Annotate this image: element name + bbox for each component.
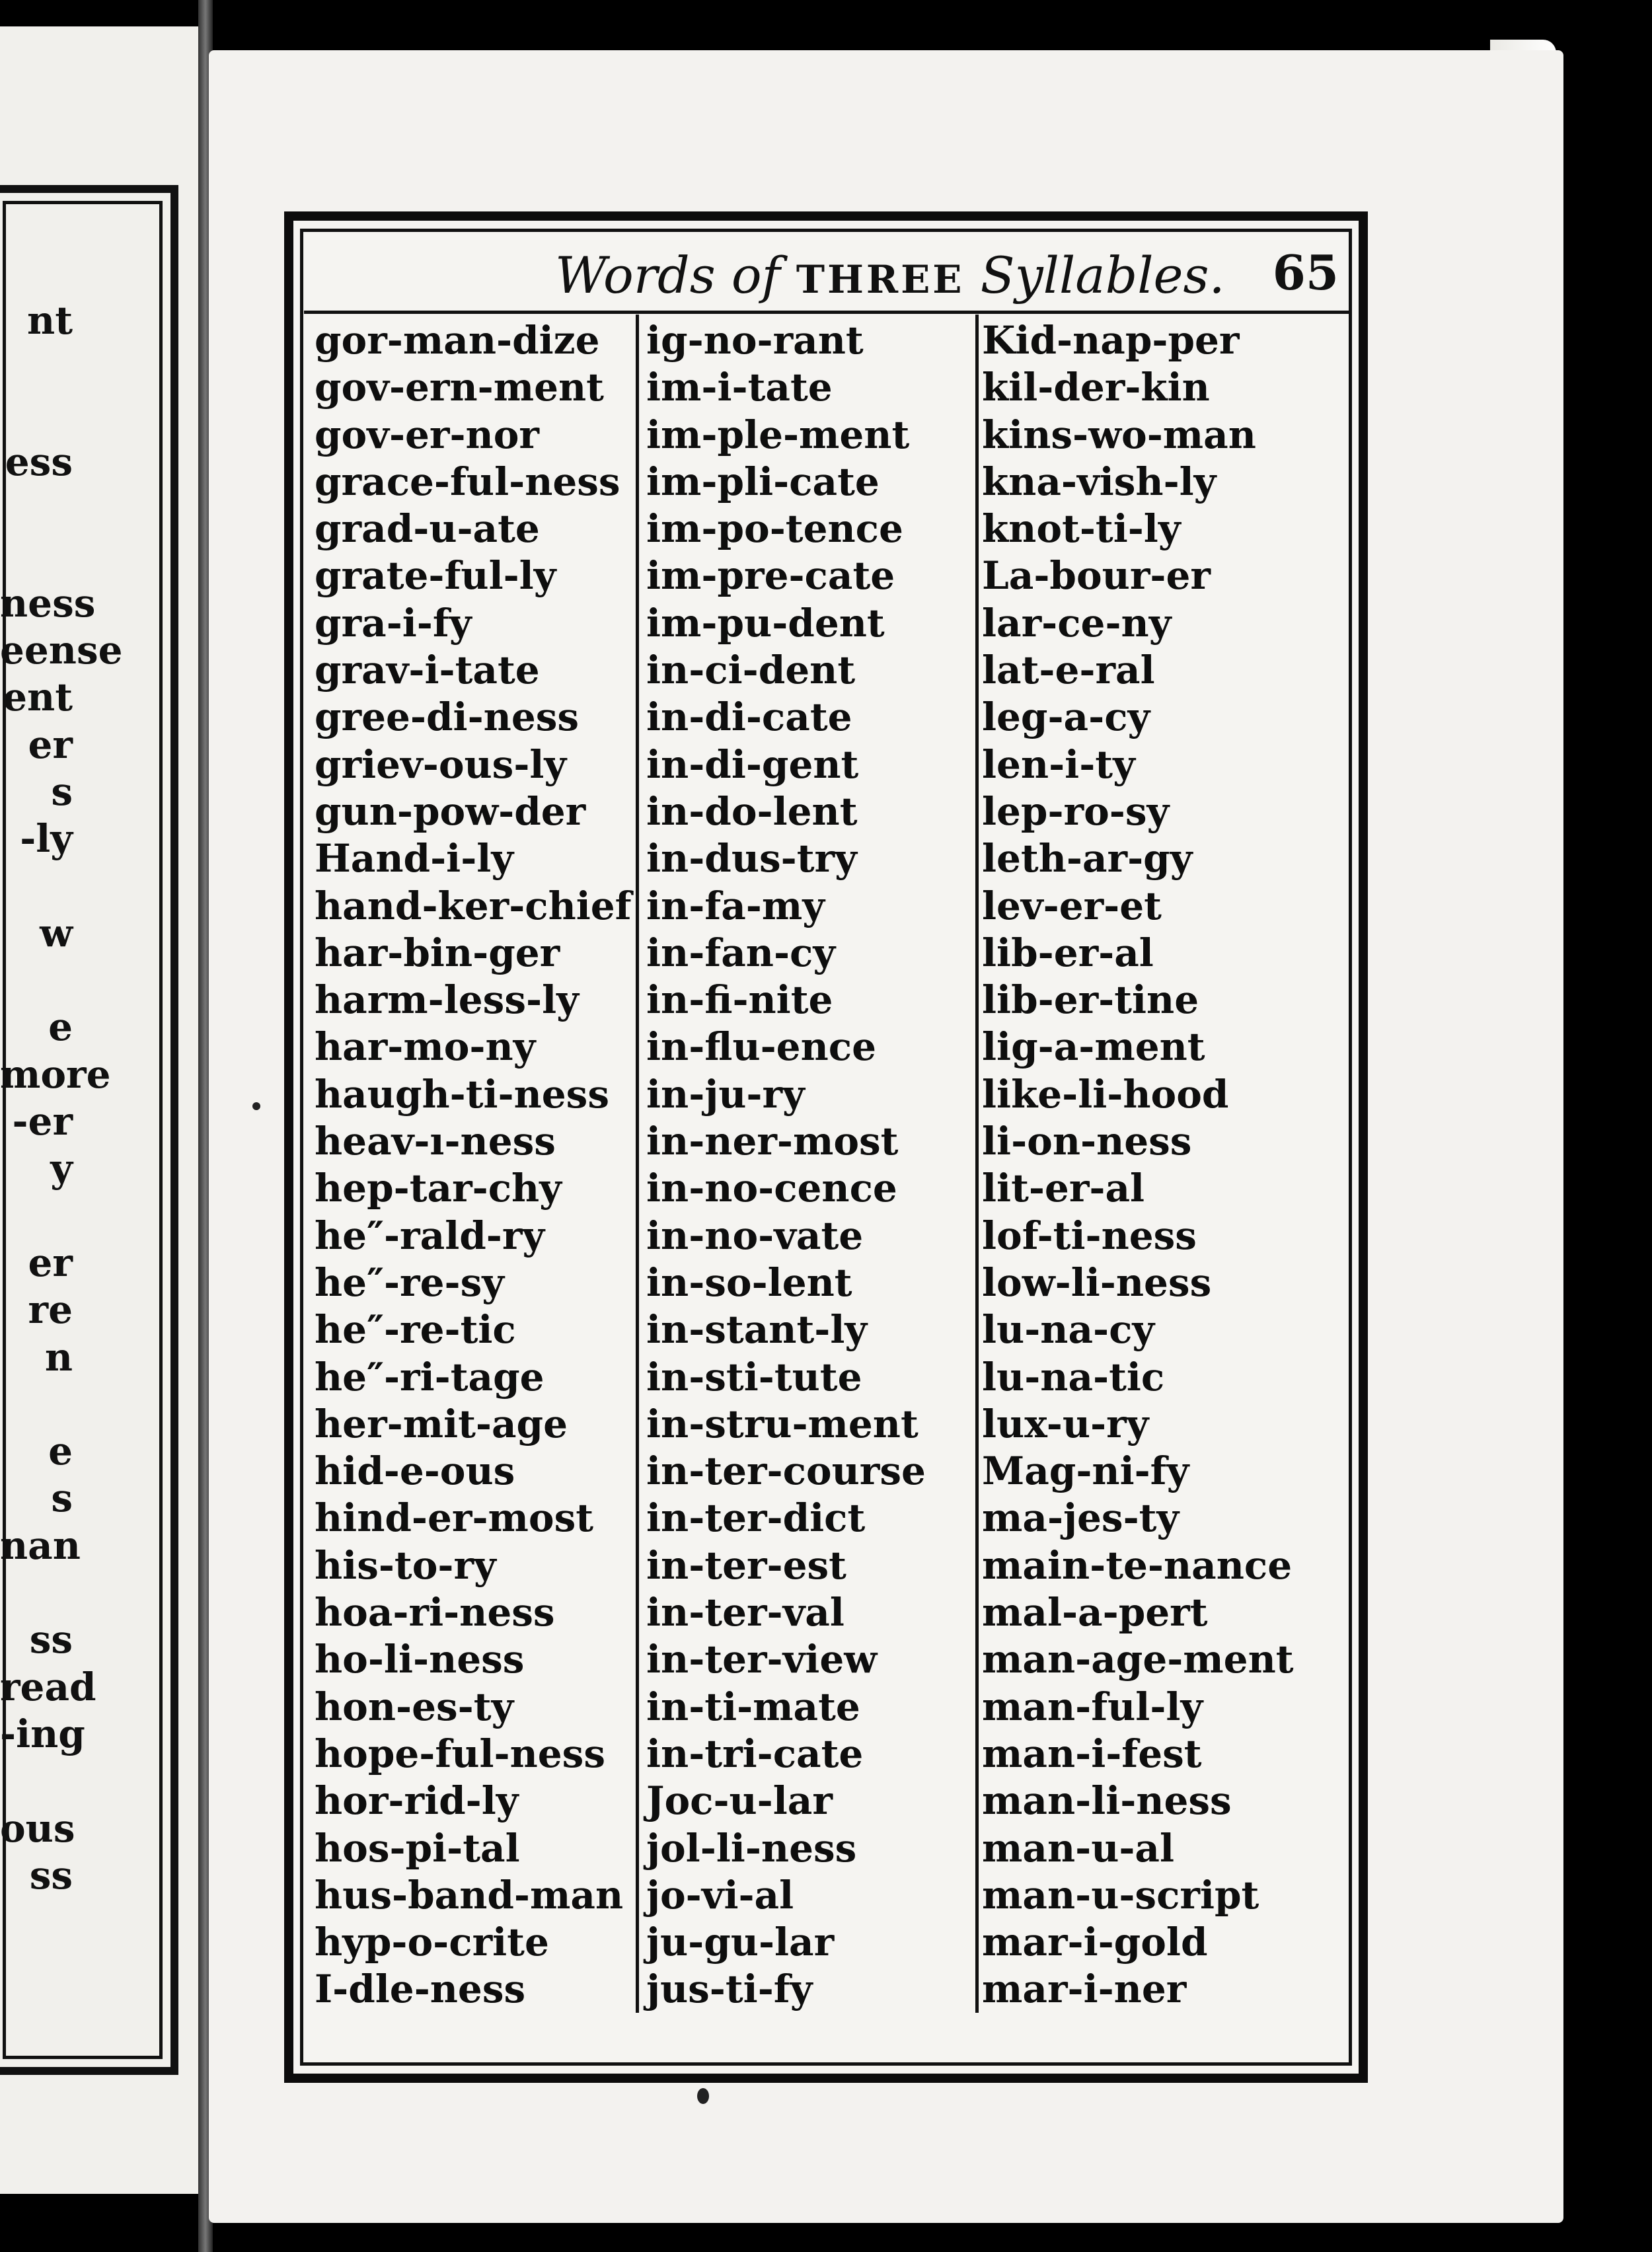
word-entry: his-to-ry bbox=[315, 1542, 496, 1588]
word-entry: in-no-cence bbox=[646, 1166, 897, 1211]
left-word-fragment bbox=[0, 1569, 73, 1616]
word-entry: in-ci-dent bbox=[646, 648, 856, 693]
word-entry: in-do-lent bbox=[646, 788, 858, 834]
left-word-fragment: -ly bbox=[20, 816, 73, 862]
word-entry: main-te-nance bbox=[982, 1542, 1293, 1588]
left-facing-page bbox=[0, 26, 202, 2194]
left-word-fragment: -er bbox=[12, 1099, 73, 1145]
word-entry: knot-ti-ly bbox=[982, 506, 1181, 552]
word-entry: lof-ti-ness bbox=[982, 1213, 1197, 1258]
word-entry: in-stru-ment bbox=[646, 1401, 919, 1446]
word-entry: lu-na-tic bbox=[982, 1354, 1165, 1400]
word-entry: gov-er-nor bbox=[315, 412, 539, 457]
word-entry: hind-er-most bbox=[315, 1495, 594, 1541]
word-entry: low-li-ness bbox=[982, 1259, 1212, 1305]
left-word-fragment: ous bbox=[0, 1805, 75, 1851]
left-word-fragment bbox=[0, 533, 73, 580]
word-entry: in-fa-my bbox=[646, 883, 825, 928]
word-entry: hyp-o-crite bbox=[315, 1920, 549, 1965]
word-entry: he″-re-tic bbox=[315, 1307, 516, 1353]
word-entry: im-pu-dent bbox=[646, 600, 885, 646]
word-entry: gun-pow-der bbox=[315, 788, 586, 834]
word-entry: lu-na-cy bbox=[982, 1307, 1155, 1353]
word-entry: in-flu-ence bbox=[646, 1024, 876, 1070]
page-header bbox=[304, 239, 1348, 312]
word-entry: im-po-tence bbox=[646, 506, 903, 552]
word-entry: in-stant-ly bbox=[646, 1307, 868, 1353]
word-entry: in-fan-cy bbox=[646, 930, 836, 975]
word-entry: Hand-i-ly bbox=[315, 836, 514, 882]
word-entry: ho-li-ness bbox=[315, 1637, 525, 1682]
word-entry: hand-ker-chief bbox=[315, 883, 632, 928]
word-entry: La-bour-er bbox=[982, 553, 1211, 599]
word-entry: in-ter-dict bbox=[646, 1495, 866, 1541]
word-entry: li-on-ness bbox=[982, 1119, 1192, 1164]
column-divider-1 bbox=[636, 315, 639, 2013]
title-prefix: Words of bbox=[555, 246, 780, 305]
word-entry: he″-ri-tage bbox=[315, 1354, 544, 1400]
word-entry: in-ner-most bbox=[646, 1119, 899, 1164]
word-entry: in-ti-mate bbox=[646, 1684, 860, 1729]
word-entry: in-ter-view bbox=[646, 1637, 878, 1682]
word-entry: in-no-vate bbox=[646, 1213, 864, 1258]
word-entry: in-fi-nite bbox=[646, 977, 833, 1023]
word-entry: grace-ful-ness bbox=[315, 459, 620, 504]
word-entry: haugh-ti-ness bbox=[315, 1071, 609, 1117]
word-entry: in-ter-val bbox=[646, 1590, 845, 1635]
word-entry: man-li-ness bbox=[982, 1778, 1232, 1824]
word-entry: in-di-gent bbox=[646, 741, 859, 787]
word-entry: lig-a-ment bbox=[982, 1024, 1205, 1070]
word-entry: he″-re-sy bbox=[315, 1259, 504, 1305]
word-column-1 bbox=[315, 317, 632, 2013]
word-entry: mal-a-pert bbox=[982, 1590, 1208, 1635]
title-suffix: Syllables. bbox=[980, 246, 1225, 305]
left-word-fragment: ess bbox=[5, 439, 73, 484]
word-entry: grad-u-ate bbox=[315, 506, 540, 552]
left-word-fragment: s bbox=[51, 769, 73, 814]
left-word-fragment bbox=[0, 957, 73, 1004]
word-entry: her-mit-age bbox=[315, 1401, 568, 1446]
word-entry: man-ful-ly bbox=[982, 1684, 1203, 1729]
word-entry: in-so-lent bbox=[646, 1259, 852, 1305]
word-entry: lat-e-ral bbox=[982, 648, 1155, 693]
word-entry: mar-i-ner bbox=[982, 1967, 1187, 2012]
left-word-fragment: nt bbox=[27, 298, 73, 343]
column-divider-2 bbox=[975, 315, 979, 2013]
left-word-fragment bbox=[0, 1758, 73, 1805]
left-word-fragment: y bbox=[50, 1146, 73, 1191]
left-word-fragment: ss bbox=[29, 1617, 73, 1663]
left-word-fragment bbox=[0, 1381, 73, 1428]
word-entry: Kid-nap-per bbox=[982, 318, 1240, 363]
word-entry: hoa-ri-ness bbox=[315, 1590, 555, 1635]
left-word-fragment: more bbox=[0, 1051, 111, 1097]
left-word-fragment: e bbox=[48, 1004, 73, 1050]
word-entry: he″-rald-ry bbox=[315, 1213, 545, 1258]
word-entry: hep-tar-chy bbox=[315, 1166, 562, 1211]
left-word-fragment: re bbox=[28, 1287, 73, 1333]
left-word-fragment bbox=[0, 344, 73, 391]
word-entry: har-bin-ger bbox=[315, 930, 560, 975]
word-entry: in-tri-cate bbox=[646, 1731, 864, 1776]
left-word-fragment: -ing bbox=[0, 1711, 85, 1756]
word-entry: lep-ro-sy bbox=[982, 788, 1170, 834]
left-word-fragment: ness bbox=[0, 580, 96, 626]
left-word-fragment bbox=[0, 486, 73, 533]
word-entry: Joc-u-lar bbox=[646, 1778, 833, 1824]
running-title bbox=[555, 246, 1225, 305]
word-entry: jus-ti-fy bbox=[646, 1967, 813, 2012]
page-number: 65 bbox=[1272, 244, 1339, 301]
word-entry: man-age-ment bbox=[982, 1637, 1294, 1682]
word-entry: lib-er-al bbox=[982, 930, 1154, 975]
word-entry: in-dus-try bbox=[646, 836, 857, 882]
word-entry: in-ter-course bbox=[646, 1448, 926, 1494]
word-entry: lev-er-et bbox=[982, 883, 1162, 928]
word-entry: gra-i-fy bbox=[315, 600, 472, 646]
word-entry: mar-i-gold bbox=[982, 1920, 1208, 1965]
left-page-word-fragments bbox=[0, 297, 123, 1899]
word-entry: hon-es-ty bbox=[315, 1684, 514, 1729]
word-entry: gor-man-dize bbox=[315, 318, 600, 363]
word-entry: lit-er-al bbox=[982, 1166, 1145, 1211]
word-entry: grav-i-tate bbox=[315, 648, 540, 693]
word-entry: gree-di-ness bbox=[315, 694, 580, 740]
word-entry: kil-der-kin bbox=[982, 365, 1210, 410]
word-entry: len-i-ty bbox=[982, 741, 1135, 787]
word-entry: man-u-al bbox=[982, 1825, 1175, 1871]
word-entry: in-ju-ry bbox=[646, 1071, 805, 1117]
word-entry: in-sti-tute bbox=[646, 1354, 862, 1400]
word-entry: lar-ce-ny bbox=[982, 600, 1172, 646]
word-entry: hope-ful-ness bbox=[315, 1731, 605, 1776]
word-entry: kins-wo-man bbox=[982, 412, 1256, 457]
word-entry: in-di-cate bbox=[646, 694, 852, 740]
title-caps: THREE bbox=[796, 257, 965, 302]
word-entry: kna-vish-ly bbox=[982, 459, 1217, 504]
word-entry: hus-band-man bbox=[315, 1872, 624, 1918]
word-entry: I-dle-ness bbox=[315, 1967, 526, 2012]
word-entry: leth-ar-gy bbox=[982, 836, 1193, 882]
left-word-fragment: eense bbox=[0, 628, 123, 673]
ink-speck bbox=[252, 1102, 260, 1110]
word-entry: ig-no-rant bbox=[646, 318, 864, 363]
ink-speck bbox=[697, 2088, 709, 2104]
word-entry: ju-gu-lar bbox=[646, 1920, 835, 1965]
left-word-fragment: n bbox=[44, 1334, 73, 1380]
left-word-fragment: s bbox=[51, 1476, 73, 1521]
word-entry: hor-rid-ly bbox=[315, 1778, 519, 1824]
word-column-2 bbox=[646, 317, 926, 2013]
word-entry: griev-ous-ly bbox=[315, 741, 567, 787]
left-word-fragment: er bbox=[28, 722, 73, 767]
word-entry: lux-u-ry bbox=[982, 1401, 1149, 1446]
left-word-fragment bbox=[0, 392, 73, 439]
left-word-fragment: er bbox=[28, 1240, 73, 1285]
word-entry: Mag-ni-fy bbox=[982, 1448, 1189, 1494]
word-entry: im-ple-ment bbox=[646, 412, 910, 457]
word-entry: man-i-fest bbox=[982, 1731, 1202, 1776]
word-entry: like-li-hood bbox=[982, 1071, 1229, 1117]
word-entry: im-pli-cate bbox=[646, 459, 880, 504]
word-column-3 bbox=[982, 317, 1294, 2013]
word-entry: man-u-script bbox=[982, 1872, 1259, 1918]
word-entry: jo-vi-al bbox=[646, 1872, 794, 1918]
header-rule bbox=[304, 311, 1351, 314]
word-entry: hid-e-ous bbox=[315, 1448, 515, 1494]
left-word-fragment: read bbox=[0, 1664, 96, 1709]
word-entry: heav-ı-ness bbox=[315, 1119, 556, 1164]
left-word-fragment: ss bbox=[29, 1852, 73, 1898]
word-entry: har-mo-ny bbox=[315, 1024, 536, 1070]
left-word-fragment: w bbox=[40, 910, 73, 956]
left-word-fragment bbox=[0, 1193, 73, 1240]
word-entry: leg-a-cy bbox=[982, 694, 1150, 740]
word-entry: im-pre-cate bbox=[646, 553, 895, 599]
left-word-fragment: ent bbox=[3, 675, 73, 720]
word-entry: in-ter-est bbox=[646, 1542, 846, 1588]
left-word-fragment: nan bbox=[0, 1522, 81, 1568]
word-entry: gov-ern-ment bbox=[315, 365, 604, 410]
word-entry: grate-ful-ly bbox=[315, 553, 556, 599]
word-entry: harm-less-ly bbox=[315, 977, 579, 1023]
word-entry: jol-li-ness bbox=[646, 1825, 857, 1871]
left-word-fragment bbox=[0, 863, 73, 910]
word-entry: hos-pi-tal bbox=[315, 1825, 520, 1871]
word-entry: im-i-tate bbox=[646, 365, 833, 410]
word-entry: lib-er-tine bbox=[982, 977, 1199, 1023]
word-entry: ma-jes-ty bbox=[982, 1495, 1180, 1541]
left-word-fragment: e bbox=[48, 1429, 73, 1474]
